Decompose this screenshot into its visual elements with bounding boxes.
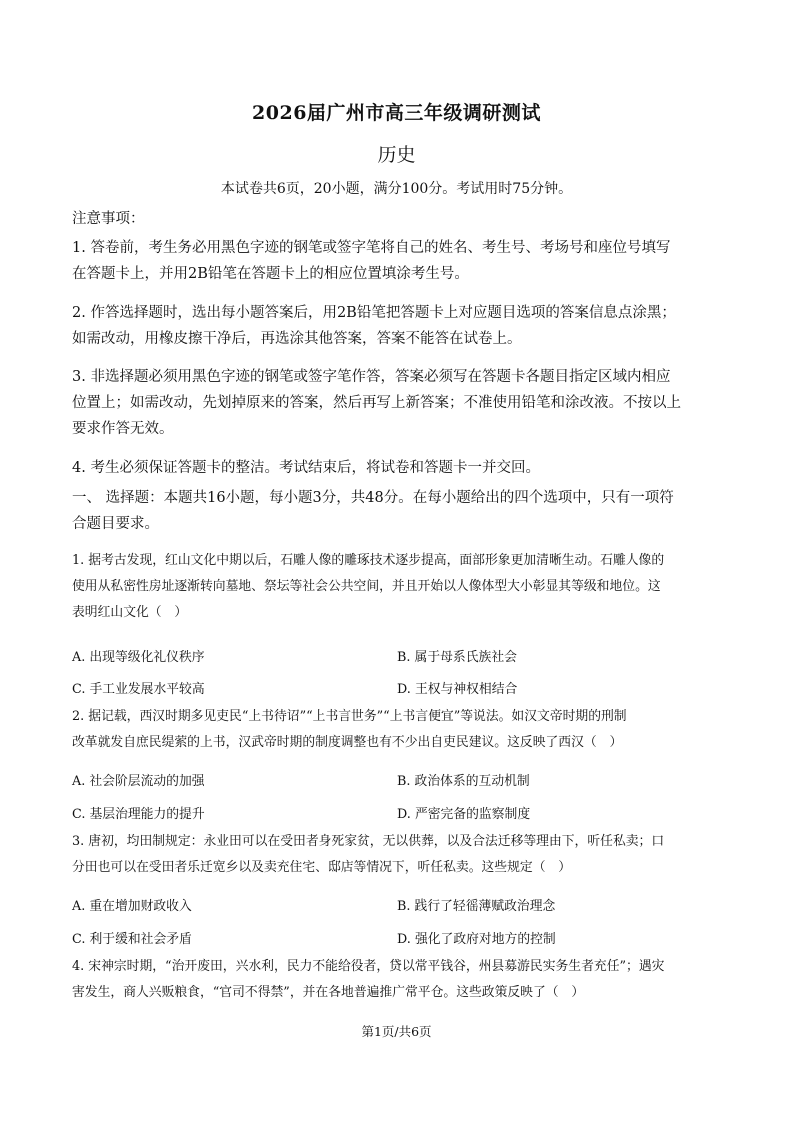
option-c[interactable]: C. 利于缓和社会矛盾 [72, 932, 192, 947]
question-1 [72, 548, 728, 626]
notice-line: 位置上；如需改动，先划掉原来的答案，然后再写上新答案；不准使用铅笔和涂改液。不按以上 [72, 395, 681, 411]
option-a[interactable]: A. 社会阶层流动的加强 [72, 774, 205, 789]
notice-line: 如需改动，用橡皮擦干净后，再选涂其他答案，答案不能答在试卷上。 [72, 331, 522, 347]
question-line: 使用从私密性房址逐渐转向墓地、祭坛等社会公共空间，并且开始以人像体型大小彰显其等级和地位。这 [72, 579, 661, 594]
question-3-options-row-2 [72, 928, 728, 950]
option-b[interactable]: B. 政治体系的互动机制 [397, 774, 530, 789]
question-line: 4. 宋神宗时期，“治开废田，兴水利，民力不能给役者，贷以常平钱谷，州县募游民实务生者充任”；遇灾 [72, 959, 665, 974]
option-c[interactable]: C. 基层治理能力的提升 [72, 807, 205, 822]
question-line: 3. 唐初，均田制规定：永业田可以在受田者身死家贫，无以供葬，以及合法迁移等理由下，听任私卖；口 [72, 834, 665, 849]
exam-intro: 本试卷共6页，20小题，满分100分。考试用时75分钟。 [220, 181, 573, 197]
question-3-options-row-1 [72, 895, 728, 917]
notice-heading [72, 206, 728, 232]
option-b[interactable]: B. 践行了轻徭薄赋政治理念 [397, 899, 556, 914]
option-c[interactable]: C. 手工业发展水平较高 [72, 682, 205, 697]
option-d[interactable]: D. 严密完备的监察制度 [397, 807, 531, 822]
question-line: 1. 据考古发现，红山文化中期以后，石雕人像的雕琢技术逐步提高，面部形象更加清晰生动。石雕人像的 [72, 553, 665, 568]
notice-item-4 [72, 455, 728, 481]
section-line: 一、 选择题：本题共16小题，每小题3分，共48分。在每小题给出的四个选项中，只有一项符 [72, 490, 674, 506]
notice-item-2 [72, 300, 728, 352]
question-3 [72, 829, 728, 881]
option-b[interactable]: B. 属于母系氏族社会 [397, 650, 517, 665]
notice-line: 4. 考生必须保证答题卡的整洁。考试结束后，将试卷和答题卡一并交回。 [72, 460, 540, 476]
option-d[interactable]: D. 强化了政府对地方的控制 [397, 932, 556, 947]
question-4 [72, 954, 728, 1006]
option-d[interactable]: D. 王权与神权相结合 [397, 682, 518, 697]
notice-line: 2. 作答选择题时，选出每小题答案后，用2B铅笔把答题卡上对应题目选项的答案信息点涂黑； [72, 305, 676, 321]
question-2-options-row-2 [72, 803, 728, 825]
question-line: 改革就发自庶民缇萦的上书，汉武帝时期的制度调整也有不少出自吏民建议。这反映了西汉（ ） [72, 735, 623, 750]
question-line: 害发生，商人兴贩粮食，“官司不得禁”，并在各地普遍推广常平仓。这些政策反映了（ ） [72, 985, 585, 1000]
page-number: 第1页/共6页 [361, 1024, 432, 1039]
notice-line: 1. 答卷前，考生务必用黑色字迹的钢笔或签字笔将自己的姓名、考生号、考场号和座位号填写 [72, 240, 671, 256]
question-1-options-row-2 [72, 678, 728, 700]
question-line: 表明红山文化（ ） [72, 605, 188, 620]
notice-line: 在答题卡上，并用2B铅笔在答题卡上的相应位置填涂考生号。 [72, 266, 469, 282]
question-2-options-row-1 [72, 770, 728, 792]
exam-title: 2026届广州市高三年级调研测试 [252, 102, 541, 124]
option-a[interactable]: A. 重在增加财政收入 [72, 899, 192, 914]
notice-item-3 [72, 364, 728, 442]
question-1-options-row-1 [72, 646, 728, 668]
question-line: 2. 据记载，西汉时期多见吏民“上书待诏”“上书言世务”“上书言便宜”等说法。如汉文帝时期的刑制 [72, 709, 627, 724]
option-a[interactable]: A. 出现等级化礼仪秩序 [72, 650, 205, 665]
notice-line: 3. 非选择题必须用黑色字迹的钢笔或签字笔作答，答案必须写在答题卡各题目指定区域内相应 [72, 369, 671, 385]
question-2 [72, 704, 728, 756]
notice-item-1 [72, 235, 728, 287]
notice-heading-text: 注意事项： [72, 211, 145, 227]
question-line: 分田也可以在受田者乐迁宽乡以及卖充住宅、邸店等情况下，听任私卖。这些规定（ ） [72, 860, 572, 875]
section-heading [72, 485, 728, 537]
notice-line: 要求作答无效。 [72, 421, 174, 437]
subject-title: 历史 [377, 144, 416, 166]
section-line: 合题目要求。 [72, 516, 159, 532]
